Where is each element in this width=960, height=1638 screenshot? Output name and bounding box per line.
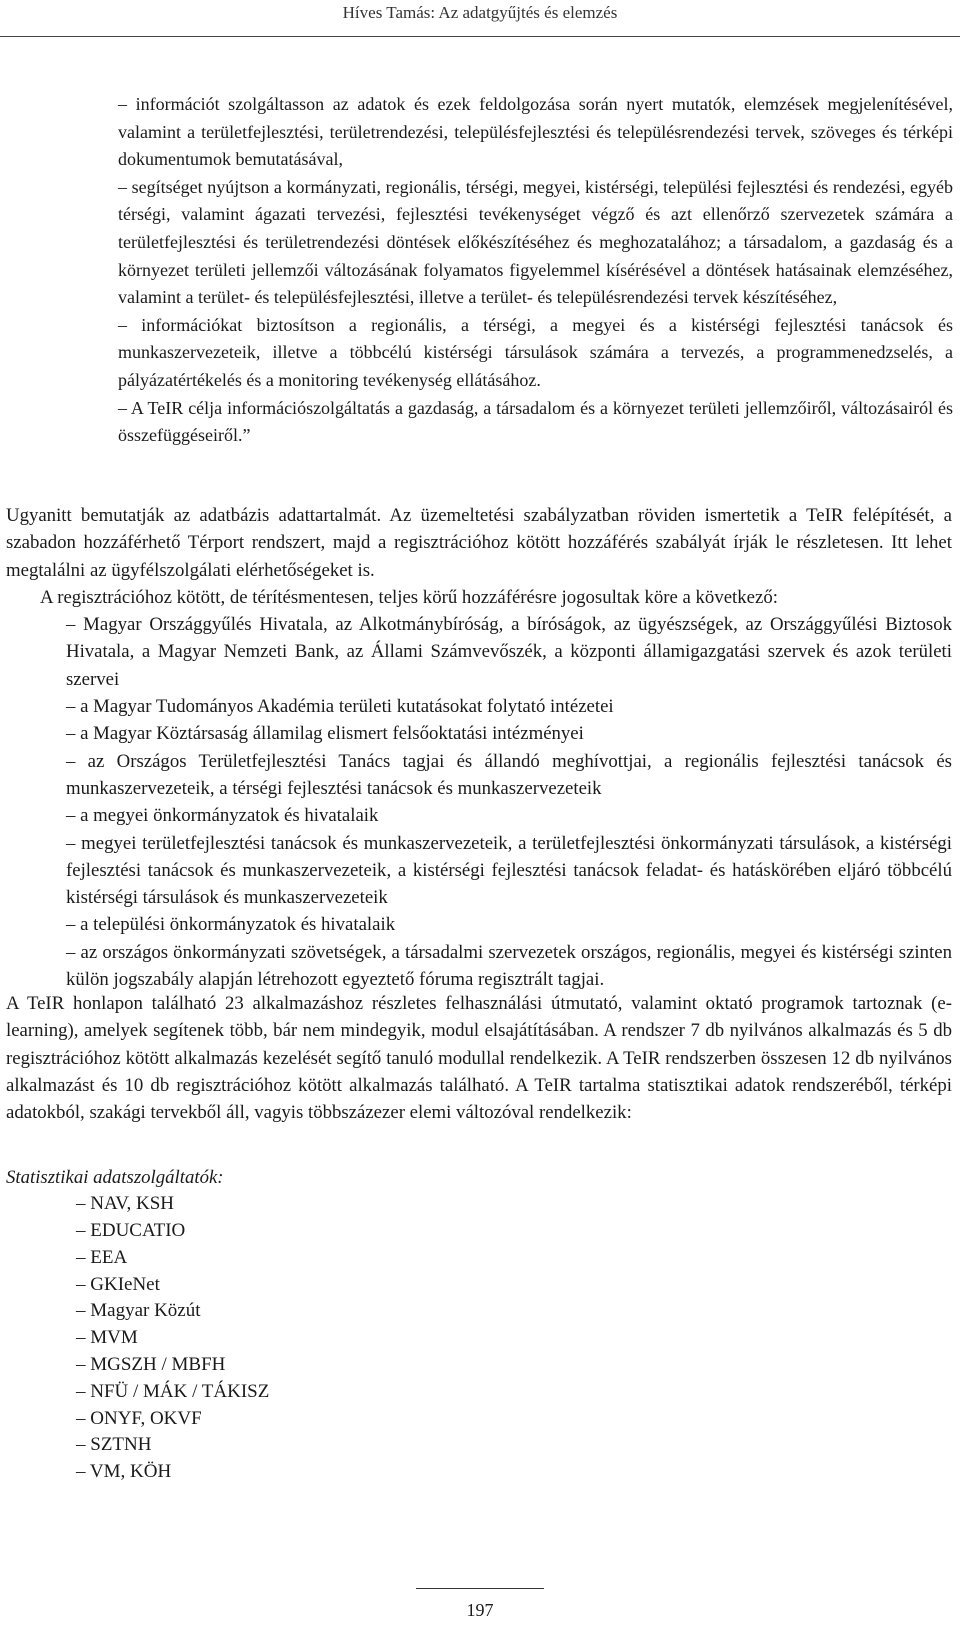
body-paragraph: Ugyanitt bemutatják az adatbázis adattartalmát. Az üzemeltetési szabályzatban röviden ismertetik a TeIR felépítését, a szabadon hozzáférhető Térport rendszert, majd a regisztrációhoz kötött hozzáférés szabályát írják le részletesen. Itt lehet megtalálni az ügyfélszolgálati elérhetőségeket is. [6,505,952,581]
list-item: – NAV, KSH [76,1193,175,1215]
page-number: 197 [466,1600,494,1620]
list-item: – VM, KÖH [76,1461,172,1483]
list-item: – NFÜ / MÁK / TÁKISZ [76,1380,270,1402]
list-item: – az Országos Területfejlesztési Tanács tagjai és állandó meghívottjai, a regionális fejlesztési tanácsok és munkaszervezeteik, a térségi fejlesztési tanácsok és munkaszervezeteik [66,750,952,799]
list-item: – ONYF, OKVF [76,1407,202,1429]
list-item: – EDUCATIO [76,1220,186,1242]
list-item: – Magyar Országgyűlés Hivatala, az Alkotmánybíróság, a bíróságok, az ügyészségek, az Országgyűlési Biztosok Hivatala, a Magyar Nemzeti Bank, az Állami Számvevőszék, a központi államigazgatási szervek és azok területi szervei [66,614,952,690]
list-item: – SZTNH [76,1434,152,1456]
organization-list [6,611,952,993]
body-paragraph: A regisztrációhoz kötött, de térítésmentesen, teljes körű hozzáférésre jogosultak köre a következő: [40,586,778,608]
list-item: – EEA [76,1246,128,1268]
quote-paragraph: – információkat biztosítson a regionális, a térségi, a megyei és a kistérségi fejlesztési tanácsok és munkaszervezeteik, illetve a többcélú kistérségi társulások számára a tervezés, a programmenedzselés, a pályázatértékelés és a monitoring tevékenység ellátásához. [118,314,953,390]
sources-section [6,1164,952,1486]
quote-paragraph: – segítséget nyújtson a kormányzati, regionális, térségi, megyei, kistérségi, települési fejlesztési és rendezési, egyéb térségi, valamint ágazati tervezési, fejlesztési tevékenységet végző és azt ellenőrző szervezetek számára a területfejlesztési és területrendezési döntések előkészítéséhez és meghozatalához; a társadalom, a gazdaság és a környezet területi jellemzői változásának folyamatos figyelemmel kísérésével a döntések hatásainak elemzéséhez, valamint a terület- és településfejlesztési, illetve a terület- és településrendezési tervek készítéséhez, [118,176,953,308]
list-item: – megyei területfejlesztési tanácsok és munkaszervezeteik, a területfejlesztési önkormányzati társulások, a kistérségi fejlesztési tanácsok és munkaszervezeteik, a kistérségi fejlesztési tanácsok feladat- és hatáskörében eljáró többcélú kistérségi társulások és munkaszervezeteik [66,832,952,909]
list-item: – MVM [76,1327,138,1349]
list-item: – Magyar Közút [76,1300,201,1322]
access-section [6,502,952,993]
list-item: – a Magyar Tudományos Akadémia területi kutatásokat folytató intézetei [66,696,614,718]
list-item: – GKIeNet [76,1273,160,1295]
list-item: – a megyei önkormányzatok és hivatalaik [66,805,379,827]
footer-rule [416,1588,544,1589]
list-item: – a Magyar Köztársaság államilag elismert felsőoktatási intézményei [66,723,584,745]
quote-paragraph: – A TeIR célja információszolgáltatás a gazdaság, a társadalom és a környezet területi jellemzőiről, változásairól és összefüggéseiről.” [118,397,953,446]
sources-title: Statisztikai adatszolgáltatók: [6,1167,224,1188]
list-item: – az országos önkormányzati szövetségek, a társadalmi szervezetek országos, regionális, megyei és kistérségi szinten külön jogszabály alapján létrehozott egyeztető fóruma regisztrált tagjai. [66,941,952,991]
sources-list [6,1191,952,1486]
applications-section [6,990,952,1126]
body-paragraph: A TeIR honlapon található 23 alkalmazáshoz részletes felhasználási útmutató, valamint oktató programok tartoznak (e-learning), amelyek segítenek több, bár nem mindegyik, modul elsajátításában. A rendszer 7 db nyilvános alkalmazás és 5 db regisztrációhoz kötött alkalmazás kezelését segítő tanuló modullal rendelkezik. A TeIR rendszerben összesen 12 db nyilvános alkalmazást és 10 db regisztrációhoz kötött alkalmazás található. A TeIR tartalma statisztikai adatok rendszeréből, térképi adatokból, szakági tervekből áll, vagyis többszázezer elemi változóval rendelkezik: [6,993,952,1124]
list-item: – a települési önkormányzatok és hivatalaik [66,914,396,936]
running-head: Híves Tamás: Az adatgyűjtés és elemzés [0,0,960,37]
quote-paragraph: – információt szolgáltasson az adatok és ezek feldolgozása során nyert mutatók, elemzések megjelenítésével, valamint a területfejlesztési, területrendezési, településfejlesztési és településrendezési tervek, szöveges és térképi dokumentumok bemutatásával, [118,94,953,170]
list-item: – MGSZH / MBFH [76,1354,226,1376]
quote-block [118,91,953,450]
